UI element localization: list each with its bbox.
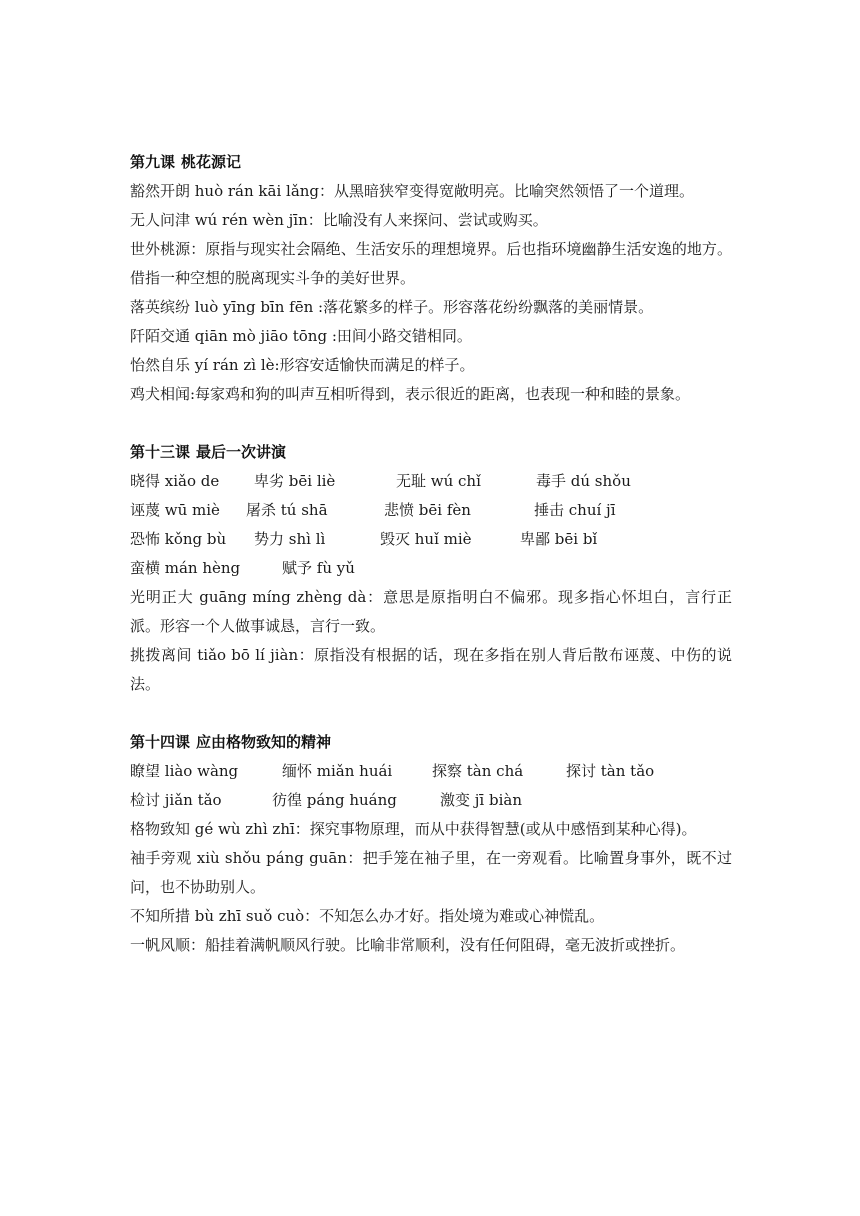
vocab-entry: 一帆风顺：船挂着满帆顺风行驶。比喻非常顺利，没有任何阻碍，毫无波折或挫折。: [130, 936, 686, 954]
vocab-entry: 阡陌交通 qiān mò jiāo tōng :田间小路交错相同。: [130, 327, 472, 345]
lesson-14-section: [130, 728, 732, 960]
word-item: 激变 jī biàn: [440, 791, 522, 809]
vocab-entry: 不知所措 bù zhī suǒ cuò：不知怎么办才好。指处境为难或心神慌乱。: [130, 907, 605, 925]
word-item: 诬蔑 wū miè: [130, 501, 220, 519]
vocab-entry: 世外桃源：原指与现实社会隔绝、生活安乐的理想境界。后也指环境幽静生活安逸的地方。借指一种空想的脱离现实斗争的美好世界。: [130, 240, 732, 287]
word-item: 势力 shì lì: [254, 530, 326, 548]
lesson-heading: [130, 728, 732, 757]
lesson-number: 第十三课: [130, 443, 191, 461]
vocab-entry: 豁然开朗 huò rán kāi lǎng：从黑暗狭窄变得宽敞明亮。比喻突然领悟了一个道理。: [130, 182, 695, 200]
word-item: 赋予 fù yǔ: [282, 559, 355, 577]
word-item: 瞭望 liào wàng: [130, 762, 239, 780]
word-item: 缅怀 miǎn huái: [282, 762, 393, 780]
word-row: [130, 786, 732, 815]
word-item: 无耻 wú chǐ: [396, 472, 481, 490]
lesson-13-section: [130, 438, 732, 699]
lesson-9-section: [130, 148, 732, 409]
word-item: 卑劣 bēi liè: [254, 472, 336, 490]
word-item: 屠杀 tú shā: [246, 501, 328, 519]
vocab-entry: 无人问津 wú rén wèn jīn：比喻没有人来探问、尝试或购买。: [130, 211, 548, 229]
document-page: [130, 148, 732, 989]
lesson-number: 第十四课: [130, 733, 191, 751]
word-item: 恐怖 kǒng bù: [130, 530, 227, 548]
vocab-entry: 格物致知 gé wù zhì zhī：探究事物原理，而从中获得智慧(或从中感悟到某种心得)。: [130, 820, 697, 838]
word-item: 毁灭 huǐ miè: [380, 530, 472, 548]
lesson-title: 桃花源记: [181, 153, 242, 171]
word-item: 毒手 dú shǒu: [536, 472, 631, 490]
word-item: 检讨 jiǎn tǎo: [130, 791, 222, 809]
vocab-entry: 鸡犬相闻:每家鸡和狗的叫声互相听得到，表示很近的距离，也表现一种和睦的景象。: [130, 385, 691, 403]
word-item: 蛮横 mán hèng: [130, 559, 241, 577]
lesson-heading: [130, 438, 732, 467]
vocab-entry: 怡然自乐 yí rán zì lè:形容安适愉快而满足的样子。: [130, 356, 475, 374]
vocab-entry: 挑拨离间 tiǎo bō lí jiàn：原指没有根据的话，现在多指在别人背后散布诬蔑、中伤的说法。: [130, 646, 732, 693]
word-item: 悲愤 bēi fèn: [384, 501, 471, 519]
word-item: 彷徨 páng huáng: [272, 791, 397, 809]
vocab-entry: 落英缤纷 luò yīng bīn fēn :落花繁多的样子。形容落花纷纷飘落的美丽情景。: [130, 298, 654, 316]
lesson-heading: [130, 148, 732, 177]
word-item: 探讨 tàn tǎo: [566, 762, 655, 780]
word-item: 晓得 xiǎo de: [130, 472, 220, 490]
word-row: [130, 496, 732, 525]
word-item: 卑鄙 bēi bǐ: [520, 530, 598, 548]
word-item: 捶击 chuí jī: [534, 501, 616, 519]
lesson-title: 最后一次讲演: [196, 443, 287, 461]
lesson-title: 应由格物致知的精神: [196, 733, 332, 751]
vocab-entry: 袖手旁观 xiù shǒu páng guān：把手笼在袖子里，在一旁观看。比喻置身事外，既不过问，也不协助别人。: [130, 849, 732, 896]
word-row: [130, 525, 732, 554]
word-row: [130, 554, 732, 583]
word-row: [130, 757, 732, 786]
word-row: [130, 467, 732, 496]
word-item: 探察 tàn chá: [432, 762, 524, 780]
lesson-number: 第九课: [130, 153, 176, 171]
vocab-entry: 光明正大 guāng míng zhèng dà：意思是原指明白不偏邪。现多指心怀坦白，言行正派。形容一个人做事诚恳，言行一致。: [130, 588, 732, 635]
